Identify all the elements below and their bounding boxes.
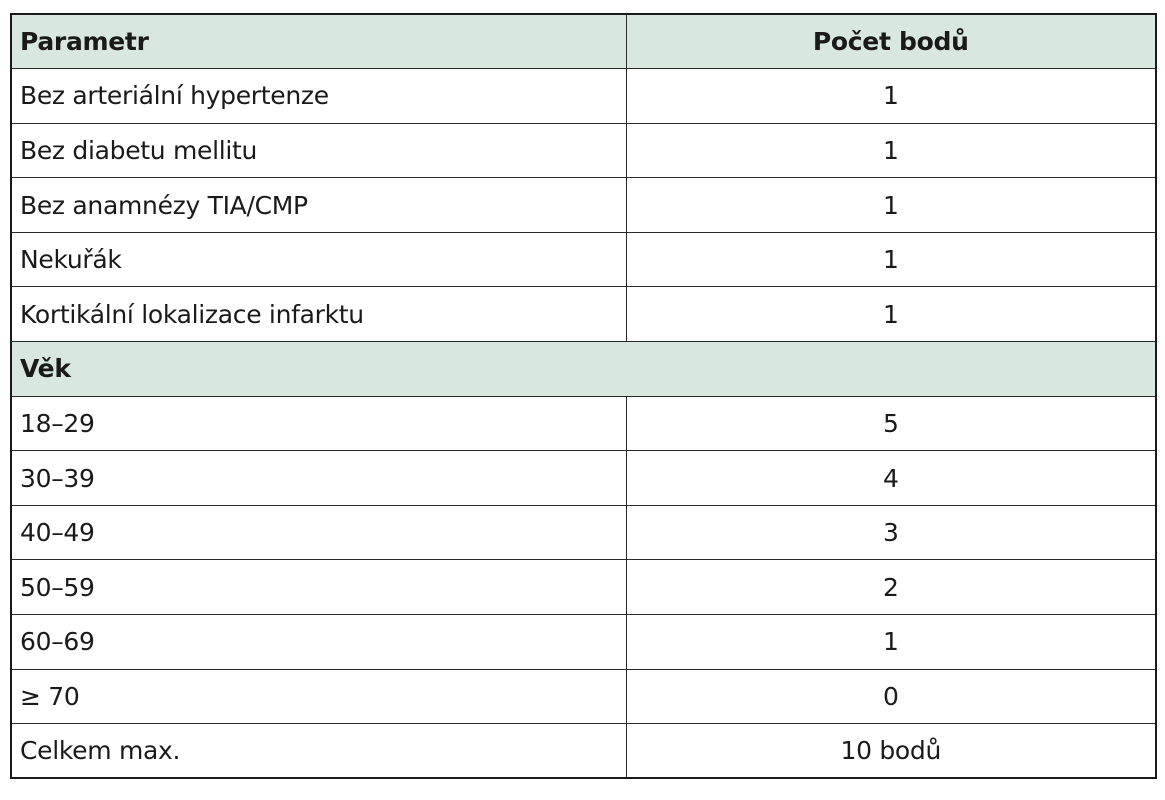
- age-points: 0: [626, 669, 1156, 724]
- table-row: [11, 560, 1156, 615]
- row-points: 1: [626, 69, 1156, 124]
- table-row: [11, 287, 1156, 342]
- table-row: [11, 178, 1156, 233]
- table-header-row: [11, 14, 1156, 69]
- row-parameter: Bez arteriální hypertenze: [11, 69, 626, 124]
- age-range: 40–49: [11, 505, 626, 560]
- age-points: 4: [626, 451, 1156, 506]
- row-parameter: Nekuřák: [11, 232, 626, 287]
- row-points: 1: [626, 232, 1156, 287]
- total-points: 10 bodů: [626, 724, 1156, 779]
- table-row: [11, 451, 1156, 506]
- table-row: [11, 505, 1156, 560]
- row-parameter: Kortikální lokalizace infarktu: [11, 287, 626, 342]
- score-table: [10, 13, 1157, 779]
- row-parameter: Bez diabetu mellitu: [11, 123, 626, 178]
- table-row: [11, 232, 1156, 287]
- table-row: [11, 69, 1156, 124]
- header-points: Počet bodů: [626, 14, 1156, 69]
- row-points: 1: [626, 123, 1156, 178]
- row-points: 1: [626, 287, 1156, 342]
- total-row: [11, 724, 1156, 779]
- total-label: Celkem max.: [11, 724, 626, 779]
- age-range: ≥ 70: [11, 669, 626, 724]
- table-row: [11, 123, 1156, 178]
- age-points: 2: [626, 560, 1156, 615]
- age-range: 50–59: [11, 560, 626, 615]
- age-points: 5: [626, 396, 1156, 451]
- age-range: 30–39: [11, 451, 626, 506]
- row-points: 1: [626, 178, 1156, 233]
- age-points: 3: [626, 505, 1156, 560]
- age-range: 60–69: [11, 615, 626, 670]
- row-parameter: Bez anamnézy TIA/CMP: [11, 178, 626, 233]
- table-row: [11, 396, 1156, 451]
- section-label: Věk: [11, 342, 1156, 397]
- table-row: [11, 669, 1156, 724]
- section-row-age: [11, 342, 1156, 397]
- table-row: [11, 615, 1156, 670]
- age-points: 1: [626, 615, 1156, 670]
- age-range: 18–29: [11, 396, 626, 451]
- header-parameter: Parametr: [11, 14, 626, 69]
